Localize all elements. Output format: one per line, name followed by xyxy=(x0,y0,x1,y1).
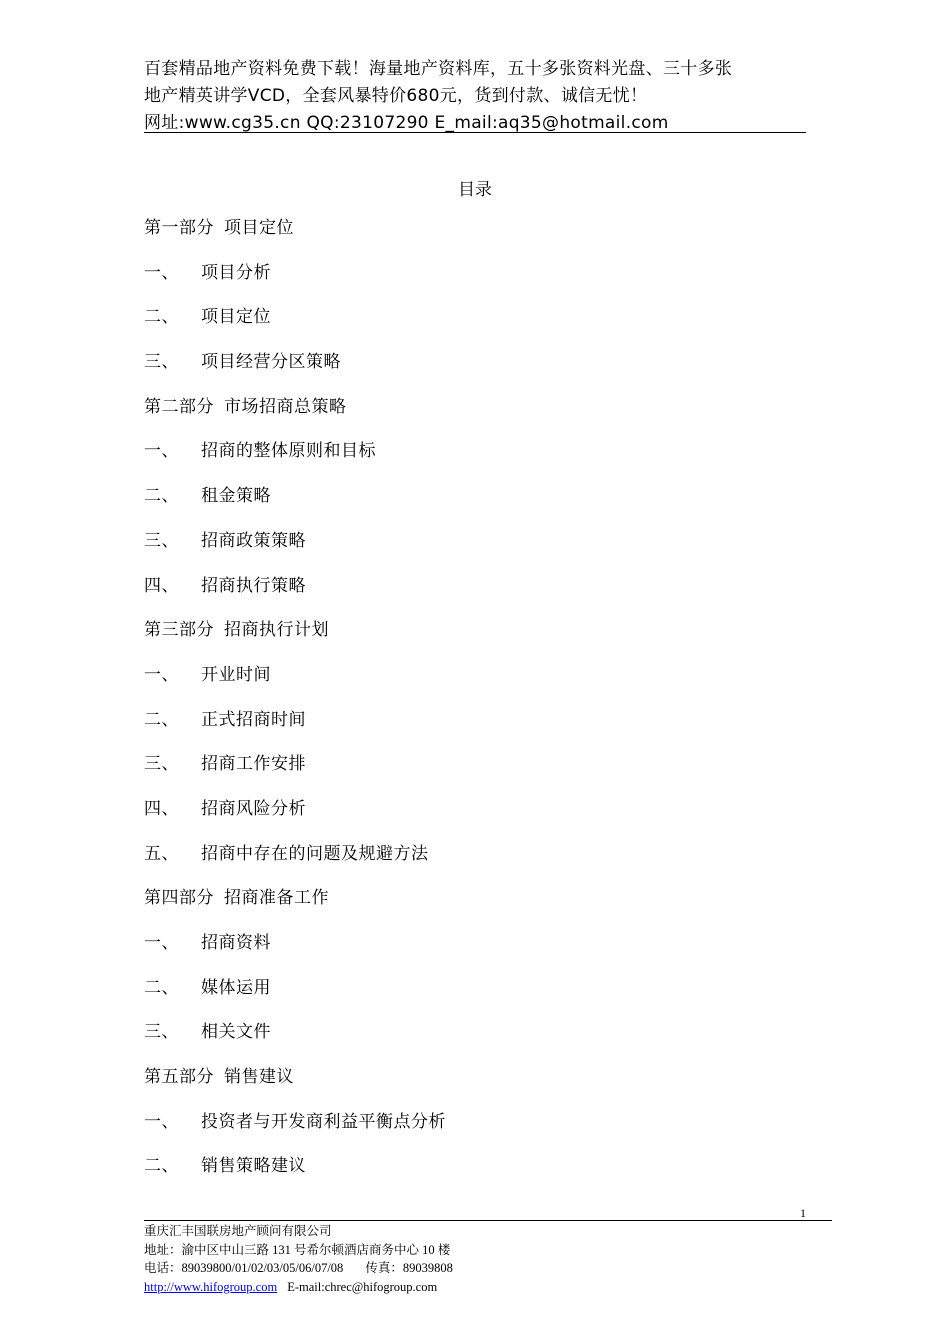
toc-item xyxy=(144,350,804,395)
toc-item xyxy=(144,1020,804,1065)
toc-part xyxy=(144,1065,804,1110)
toc-item-number: 二、 xyxy=(144,1156,179,1177)
page-number: 1 xyxy=(800,1206,806,1220)
toc-item-label: 销售策略建议 xyxy=(201,1156,306,1177)
toc-title: 目录 xyxy=(458,180,492,200)
header-line-offer: 地产精英讲学VCD，全套风暴特价680元，货到付款、诚信无忧！ xyxy=(144,86,648,106)
toc-item-number: 三、 xyxy=(144,1022,179,1043)
footer-phone-row xyxy=(144,1259,453,1278)
toc-item-label: 项目分析 xyxy=(201,262,271,283)
toc-item xyxy=(144,529,804,574)
toc-item xyxy=(144,1154,804,1199)
toc-item-number: 二、 xyxy=(144,307,179,328)
toc-item-label: 招商政策策略 xyxy=(201,530,306,551)
toc-item-number: 四、 xyxy=(144,798,179,819)
footer-website-link[interactable]: http://www.hifogroup.com xyxy=(144,1279,278,1294)
toc-item-label: 项目定位 xyxy=(201,307,271,328)
header-divider xyxy=(144,132,806,133)
toc-item xyxy=(144,1110,804,1155)
toc-part-number: 第四部分 xyxy=(144,888,214,909)
document-footer xyxy=(144,1222,453,1296)
toc-item-number: 一、 xyxy=(144,262,179,283)
toc-part xyxy=(144,886,804,931)
toc-item-label: 招商的整体原则和目标 xyxy=(201,441,376,462)
document-header xyxy=(144,56,806,137)
toc-part-number: 第三部分 xyxy=(144,620,214,641)
toc-item-number: 二、 xyxy=(144,709,179,730)
toc-item-label: 招商执行策略 xyxy=(201,575,306,596)
toc-item-number: 三、 xyxy=(144,352,179,373)
toc-part-label: 销售建议 xyxy=(224,1067,294,1088)
toc-item xyxy=(144,752,804,797)
toc-item xyxy=(144,261,804,306)
toc-item-label: 租金策略 xyxy=(201,486,271,507)
toc-item xyxy=(144,976,804,1021)
header-line-contact: 网址:www.cg35.cn QQ:23107290 E_mail:aq35@hotmail.com xyxy=(144,113,669,133)
toc-item xyxy=(144,708,804,753)
toc-item-label: 相关文件 xyxy=(201,1022,271,1043)
toc-part-label: 招商准备工作 xyxy=(224,888,329,909)
toc-item-number: 二、 xyxy=(144,486,179,507)
toc-item xyxy=(144,931,804,976)
footer-phone: 电话：89039800/01/02/03/05/06/07/08 xyxy=(144,1261,344,1275)
footer-company: 重庆汇丰国联房地产顾问有限公司 xyxy=(144,1224,332,1238)
toc-item xyxy=(144,797,804,842)
toc-item-number: 二、 xyxy=(144,977,179,998)
footer-email: E-mail:chrec@hifogroup.com xyxy=(287,1279,438,1294)
footer-fax: 传真：89039808 xyxy=(365,1261,453,1275)
toc-item-number: 一、 xyxy=(144,664,179,685)
toc-item-number: 三、 xyxy=(144,754,179,775)
toc-item-number: 一、 xyxy=(144,933,179,953)
footer-divider xyxy=(144,1220,832,1221)
toc-item-number: 一、 xyxy=(144,1111,179,1132)
toc-part-label: 项目定位 xyxy=(224,218,294,238)
toc-item-number: 五、 xyxy=(144,843,179,864)
toc-item xyxy=(144,305,804,350)
table-of-contents xyxy=(144,216,804,1199)
toc-part-label: 招商执行计划 xyxy=(224,620,329,641)
footer-web-row xyxy=(144,1278,453,1297)
toc-item-label: 投资者与开发商利益平衡点分析 xyxy=(201,1111,446,1132)
toc-part-number: 第一部分 xyxy=(144,218,214,238)
toc-item xyxy=(144,484,804,529)
toc-item-label: 招商工作安排 xyxy=(201,754,306,775)
toc-item xyxy=(144,439,804,484)
toc-part xyxy=(144,618,804,663)
toc-item-number: 一、 xyxy=(144,441,179,462)
toc-item xyxy=(144,663,804,708)
toc-item-label: 招商资料 xyxy=(201,933,271,953)
toc-item xyxy=(144,842,804,887)
toc-item-label: 媒体运用 xyxy=(201,977,271,998)
toc-item-label: 招商中存在的问题及规避方法 xyxy=(201,843,429,864)
toc-part-label: 市场招商总策略 xyxy=(224,396,347,417)
toc-item-label: 招商风险分析 xyxy=(201,798,306,819)
toc-part xyxy=(144,216,804,261)
toc-item-number: 三、 xyxy=(144,530,179,551)
toc-part-number: 第五部分 xyxy=(144,1067,214,1088)
header-line-ad: 百套精品地产资料免费下载！海量地产资料库，五十多张资料光盘、三十多张 xyxy=(144,59,733,79)
toc-item-label: 正式招商时间 xyxy=(201,709,306,730)
toc-item xyxy=(144,574,804,619)
toc-part xyxy=(144,395,804,440)
footer-address: 地址：渝中区中山三路 131 号希尔顿酒店商务中心 10 楼 xyxy=(144,1242,451,1257)
toc-item-label: 项目经营分区策略 xyxy=(201,352,341,373)
toc-item-label: 开业时间 xyxy=(201,664,271,685)
toc-part-number: 第二部分 xyxy=(144,396,214,417)
toc-item-number: 四、 xyxy=(144,575,179,596)
